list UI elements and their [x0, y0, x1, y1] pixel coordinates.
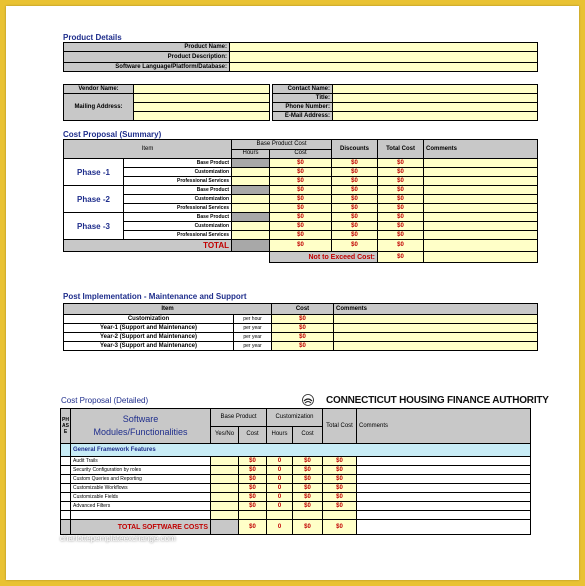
- mailing-address-field-2[interactable]: [134, 103, 270, 112]
- contact-name-field[interactable]: [333, 85, 538, 94]
- spacer-cell: [61, 511, 71, 520]
- base-product-cost-header: Base Product Cost: [232, 140, 332, 150]
- title-label: Title:: [273, 94, 333, 103]
- post-implementation-table: [63, 303, 538, 351]
- post-comments-header: Comments: [334, 304, 538, 315]
- total-yes-no-cell: [211, 520, 239, 535]
- hours-cell[interactable]: [232, 195, 270, 204]
- base-product-label: Base Product: [124, 186, 232, 195]
- post-implementation-heading: Post Implementation - Maintenance and Support: [63, 292, 247, 301]
- comments-header: Comments: [424, 140, 538, 159]
- total-cell: $0: [378, 213, 424, 222]
- software-modules-header: [71, 409, 211, 444]
- module-name: Security Configuration by roles: [71, 466, 211, 475]
- detailed-table: [60, 408, 531, 535]
- spacer-cell: [323, 511, 357, 520]
- custom-cost-cell[interactable]: $0: [293, 457, 323, 466]
- row-comment-cell[interactable]: [357, 457, 531, 466]
- mailing-address-field-1[interactable]: [134, 94, 270, 103]
- discount-cell[interactable]: $0: [332, 204, 378, 213]
- product-description-field[interactable]: [230, 52, 538, 63]
- hours-cell: [232, 186, 270, 195]
- discount-cell[interactable]: $0: [332, 231, 378, 240]
- comment-cell[interactable]: [424, 213, 538, 222]
- total-cell: $0: [378, 222, 424, 231]
- customization-label: Customization: [124, 195, 232, 204]
- phone-field[interactable]: [333, 103, 538, 112]
- post-row-item: Year-1 (Support and Maintenance): [64, 324, 234, 333]
- hours-cell[interactable]: [232, 231, 270, 240]
- discounts-header: Discounts: [332, 140, 378, 159]
- post-row-cost[interactable]: $0: [272, 333, 334, 342]
- cost-header: Cost: [270, 149, 332, 159]
- custom-hours-cell[interactable]: 0: [267, 493, 293, 502]
- phase-cell: [61, 493, 71, 502]
- post-row-unit: per year: [234, 324, 272, 333]
- post-row-comment[interactable]: [334, 333, 538, 342]
- discount-cell[interactable]: $0: [332, 222, 378, 231]
- hours-cell[interactable]: [232, 177, 270, 186]
- custom-hours-cell[interactable]: 0: [267, 457, 293, 466]
- vendor-table: [63, 84, 270, 121]
- post-row-cost[interactable]: $0: [272, 324, 334, 333]
- phase-2-label: Phase -2: [64, 186, 124, 213]
- row-comment-cell[interactable]: [357, 493, 531, 502]
- comment-cell[interactable]: [424, 177, 538, 186]
- total-comment-cell: [424, 240, 538, 252]
- discount-cell[interactable]: $0: [332, 177, 378, 186]
- product-name-field[interactable]: [230, 43, 538, 52]
- row-comment-cell[interactable]: [357, 466, 531, 475]
- base-cost-cell[interactable]: $0: [239, 457, 267, 466]
- hours-header: Hours: [232, 149, 270, 159]
- total-cell: $0: [378, 177, 424, 186]
- post-row-item: Year-3 (Support and Maintenance): [64, 342, 234, 351]
- cost-cell[interactable]: $0: [270, 213, 332, 222]
- discount-cell[interactable]: $0: [332, 159, 378, 168]
- post-row-comment[interactable]: [334, 324, 538, 333]
- custom-cost-cell[interactable]: $0: [293, 493, 323, 502]
- total-discount-cell: $0: [332, 240, 378, 252]
- vendor-name-field[interactable]: [134, 85, 270, 94]
- post-row-cost[interactable]: $0: [272, 315, 334, 324]
- post-row-comment[interactable]: [334, 342, 538, 351]
- cost-cell[interactable]: $0: [270, 222, 332, 231]
- detailed-cost-header: Cost: [239, 426, 267, 444]
- total-custom-hours: 0: [267, 520, 293, 535]
- comment-cell[interactable]: [424, 222, 538, 231]
- base-cost-cell[interactable]: $0: [239, 466, 267, 475]
- discount-cell[interactable]: $0: [332, 186, 378, 195]
- total-cost-cell: $0: [270, 240, 332, 252]
- detailed-base-product-header: Base Product: [211, 409, 267, 427]
- total-base-cost: $0: [239, 520, 267, 535]
- yes-no-cell[interactable]: [211, 493, 239, 502]
- software-modules-line1: Software: [122, 414, 159, 424]
- module-name: Audit Trails: [71, 457, 211, 466]
- comment-cell[interactable]: [424, 204, 538, 213]
- cost-cell[interactable]: $0: [270, 186, 332, 195]
- post-row-unit: per hour: [234, 315, 272, 324]
- detailed-hours-header: Hours: [267, 426, 293, 444]
- custom-hours-cell[interactable]: 0: [267, 475, 293, 484]
- summary-item-header: Item: [64, 140, 232, 159]
- comment-cell[interactable]: [424, 168, 538, 177]
- phase-vertical-label: PHASE: [61, 409, 71, 444]
- phase-cell: [61, 466, 71, 475]
- group-phase-cell: [61, 444, 71, 457]
- yes-no-cell[interactable]: [211, 475, 239, 484]
- base-cost-cell[interactable]: $0: [239, 475, 267, 484]
- cost-cell[interactable]: $0: [270, 177, 332, 186]
- phase-3-label: Phase -3: [64, 213, 124, 240]
- custom-cost-cell[interactable]: $0: [293, 466, 323, 475]
- detailed-total-cost-header: Total Cost: [323, 409, 357, 444]
- row-total-cell: $0: [323, 493, 357, 502]
- spacer-cell: [239, 511, 267, 520]
- post-item-header: Item: [64, 304, 272, 315]
- not-to-exceed-label: Not to Exceed Cost:: [270, 252, 378, 263]
- spacer-cell: [357, 511, 531, 520]
- cost-cell[interactable]: $0: [270, 168, 332, 177]
- comment-cell[interactable]: [424, 231, 538, 240]
- total-software-costs-label: TOTAL SOFTWARE COSTS: [71, 520, 211, 535]
- custom-cost-cell[interactable]: $0: [293, 502, 323, 511]
- mailing-address-field-3[interactable]: [134, 112, 270, 121]
- professional-services-label: Professional Services: [124, 204, 232, 213]
- customization-label: Customization: [124, 222, 232, 231]
- row-total-cell: $0: [323, 466, 357, 475]
- not-to-exceed-comment: [424, 252, 538, 263]
- custom-cost-cell[interactable]: $0: [293, 475, 323, 484]
- row-comment-cell[interactable]: [357, 475, 531, 484]
- summary-table: [63, 139, 538, 263]
- base-product-label: Base Product: [124, 159, 232, 168]
- total-hours-cell: [232, 240, 270, 252]
- phone-label: Phone Number:: [273, 103, 333, 112]
- spacer-cell: [211, 511, 239, 520]
- phase-cell: [61, 457, 71, 466]
- hours-cell[interactable]: [232, 204, 270, 213]
- yes-no-cell[interactable]: [211, 466, 239, 475]
- custom-hours-cell[interactable]: 0: [267, 484, 293, 493]
- software-language-label: Software Language/Platform/Database:: [64, 63, 230, 72]
- detailed-comments-header: Comments: [357, 409, 531, 444]
- professional-services-label: Professional Services: [124, 231, 232, 240]
- post-row-item: Customization: [64, 315, 234, 324]
- comment-cell[interactable]: [424, 159, 538, 168]
- row-total-cell: $0: [323, 502, 357, 511]
- document-page: [6, 6, 579, 580]
- phase-cell: [61, 475, 71, 484]
- base-cost-cell[interactable]: $0: [239, 502, 267, 511]
- phase-cell: [61, 484, 71, 493]
- product-name-label: Product Name:: [64, 43, 230, 52]
- custom-hours-cell[interactable]: 0: [267, 502, 293, 511]
- yes-no-cell[interactable]: [211, 457, 239, 466]
- phase-1-label: Phase -1: [64, 159, 124, 186]
- phase-cell: [61, 502, 71, 511]
- module-name: Advanced Filters: [71, 502, 211, 511]
- total-software-cost: $0: [323, 520, 357, 535]
- product-details-heading: Product Details: [63, 33, 122, 42]
- general-framework-features-group: General Framework Features: [71, 444, 531, 457]
- hours-cell[interactable]: [232, 168, 270, 177]
- spacer-cell: [267, 511, 293, 520]
- email-field[interactable]: [333, 112, 538, 121]
- comment-cell[interactable]: [424, 186, 538, 195]
- total-phase-cell: [61, 520, 71, 535]
- total-custom-cost: $0: [293, 520, 323, 535]
- cost-cell[interactable]: $0: [270, 159, 332, 168]
- post-row-item: Year-2 (Support and Maintenance): [64, 333, 234, 342]
- hours-cell: [232, 213, 270, 222]
- cost-cell[interactable]: $0: [270, 231, 332, 240]
- yes-no-header: Yes/No: [211, 426, 239, 444]
- product-description-label: Product Description:: [64, 52, 230, 63]
- software-language-field[interactable]: [230, 63, 538, 72]
- contact-table: [272, 84, 538, 121]
- total-cost-header: Total Cost: [378, 140, 424, 159]
- organization-name: CONNECTICUT HOUSING FINANCE AUTHORITY: [326, 395, 549, 406]
- watermark: charlottepemplateexchange.com: [60, 534, 176, 543]
- total-cell: $0: [378, 231, 424, 240]
- base-cost-cell[interactable]: $0: [239, 493, 267, 502]
- custom-cost-cell[interactable]: $0: [293, 484, 323, 493]
- grand-total-cell: $0: [378, 240, 424, 252]
- module-name: Customizable Workflows: [71, 484, 211, 493]
- module-name: Customizable Fields: [71, 493, 211, 502]
- row-total-cell: $0: [323, 475, 357, 484]
- comment-cell[interactable]: [424, 195, 538, 204]
- professional-services-label: Professional Services: [124, 177, 232, 186]
- email-label: E-Mail Address:: [273, 112, 333, 121]
- detailed-customization-header: Customization: [267, 409, 323, 427]
- product-details-table: [63, 42, 538, 72]
- not-to-exceed-value: $0: [378, 252, 424, 263]
- software-modules-line2: Modules/Functionalities: [93, 427, 188, 437]
- discount-cell[interactable]: $0: [332, 195, 378, 204]
- contact-name-label: Contact Name:: [273, 85, 333, 94]
- post-cost-header: Cost: [272, 304, 334, 315]
- total-cell: $0: [378, 159, 424, 168]
- spacer-cell: [293, 511, 323, 520]
- row-total-cell: $0: [323, 457, 357, 466]
- hours-cell: [232, 159, 270, 168]
- row-total-cell: $0: [323, 484, 357, 493]
- base-product-label: Base Product: [124, 213, 232, 222]
- post-row-cost[interactable]: $0: [272, 342, 334, 351]
- summary-total-label: TOTAL: [64, 240, 232, 252]
- yes-no-cell[interactable]: [211, 502, 239, 511]
- detailed-heading: Cost Proposal (Detailed): [61, 396, 149, 405]
- total-comment-cell: [357, 520, 531, 535]
- discount-cell[interactable]: $0: [332, 168, 378, 177]
- post-row-unit: per year: [234, 333, 272, 342]
- row-comment-cell[interactable]: [357, 502, 531, 511]
- hours-cell[interactable]: [232, 222, 270, 231]
- module-name: Custom Queries and Reporting: [71, 475, 211, 484]
- customization-label: Customization: [124, 168, 232, 177]
- total-cell: $0: [378, 168, 424, 177]
- discount-cell[interactable]: $0: [332, 213, 378, 222]
- total-cell: $0: [378, 195, 424, 204]
- base-cost-cell[interactable]: $0: [239, 484, 267, 493]
- chfa-logo-icon: [302, 394, 314, 406]
- post-row-comment[interactable]: [334, 315, 538, 324]
- title-field[interactable]: [333, 94, 538, 103]
- custom-hours-cell[interactable]: 0: [267, 466, 293, 475]
- spacer-cell: [71, 511, 211, 520]
- detailed-cost2-header: Cost: [293, 426, 323, 444]
- total-cell: $0: [378, 204, 424, 213]
- cost-cell[interactable]: $0: [270, 195, 332, 204]
- total-cell: $0: [378, 186, 424, 195]
- row-comment-cell[interactable]: [357, 484, 531, 493]
- summary-heading: Cost Proposal (Summary): [63, 130, 162, 139]
- vendor-name-label: Vendor Name:: [64, 85, 134, 94]
- post-row-unit: per year: [234, 342, 272, 351]
- mailing-address-label: Mailing Address:: [64, 94, 134, 121]
- cost-cell[interactable]: $0: [270, 204, 332, 213]
- yes-no-cell[interactable]: [211, 484, 239, 493]
